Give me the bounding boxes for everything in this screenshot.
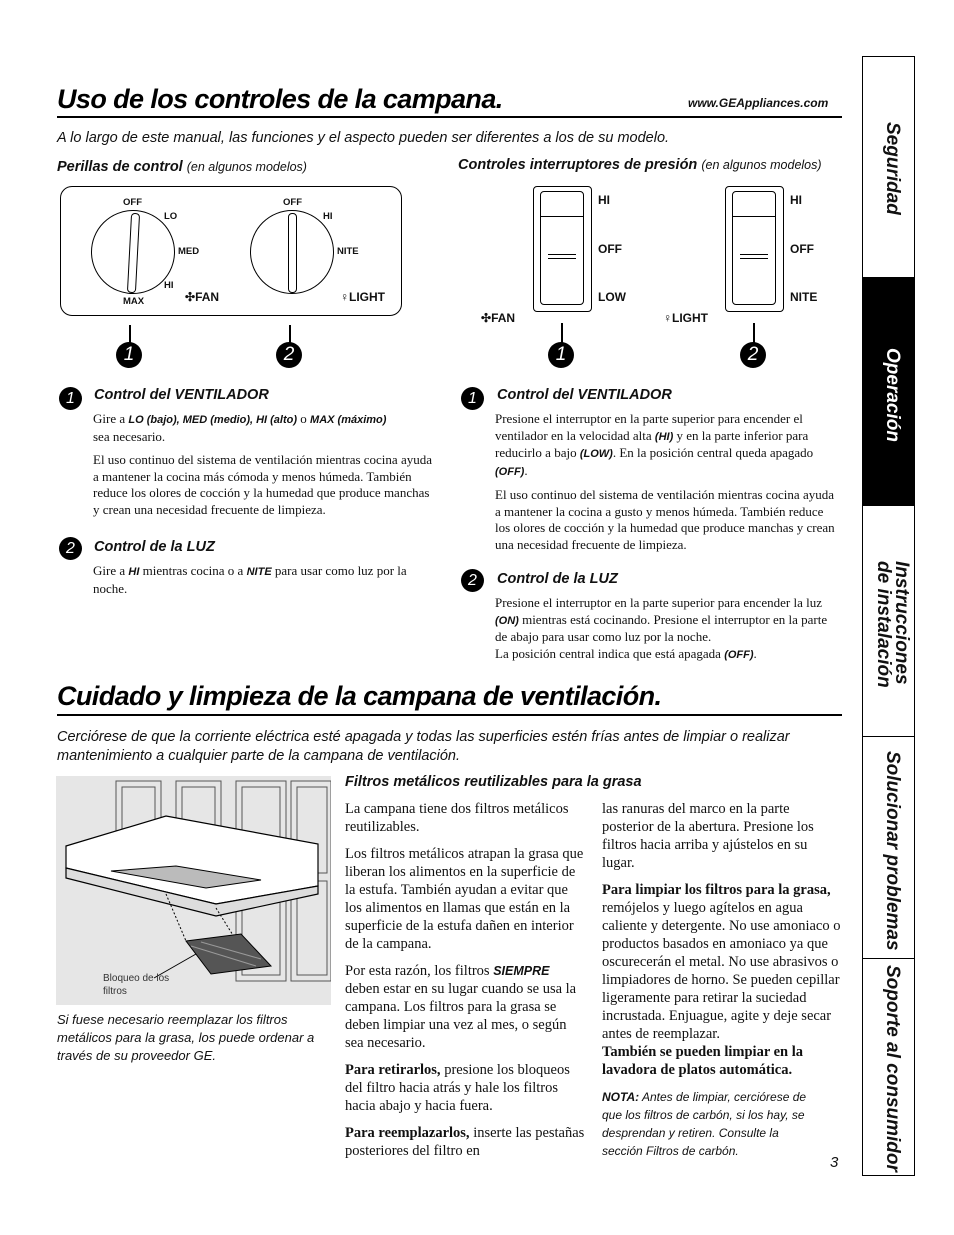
callout-line-fan-switch bbox=[561, 323, 563, 343]
fan-knob-hi-label: HI bbox=[164, 280, 174, 291]
tab-instrucciones-label: Instrucciones de instalación bbox=[873, 561, 912, 688]
fan-knob-med-label: MED bbox=[178, 246, 200, 257]
fan-switch-off-label: OFF bbox=[598, 242, 622, 256]
care-column-2: las ranuras del marco en la parte posterior de la abertura. Presione los filtros hacia arriba y ajústelos en su lugar. Para limpiar los filtros para la grasa, remójelos y luego agítelos en agua caliente y detergente. No use amoniaco o productos basados en amoniaco ya que oscurecerán el metal. No use abrasivos o limpiadores de horno. Se pueden cepillar ligeramente para retirar la suciedad incrustada. Enjuague, agite y deje secar antes de reemplazar. También se pueden limpiar en la lavadora de platos automática. NOTA: Antes de limpiar, cerciórese de que los filtros de carbón, si los hay, se desprendan y retiren. Consulte la sección Filtros de carbón. bbox=[602, 801, 841, 1158]
light-control-heading: Control de la LUZ bbox=[94, 539, 215, 555]
fan-rocker-switch[interactable] bbox=[533, 186, 592, 312]
callout-line-light-knob bbox=[289, 325, 291, 343]
filter-lock-label: Bloqueo de los filtros bbox=[103, 973, 170, 997]
lightbulb-icon: ♀ bbox=[340, 290, 349, 304]
callout-line-fan-knob bbox=[129, 325, 131, 343]
light-switch-instructions: Presione el interruptor en la parte superior para encender la luz (ON) mientras está cocinando. Presione el interruptor en la parte de abajo para usar como luz por la noche. La posición central indica que está apagada (OFF). bbox=[495, 595, 828, 661]
light-knob[interactable] bbox=[250, 210, 334, 294]
light-switch-nite-label: NITE bbox=[790, 290, 818, 304]
tab-seguridad-label: Seguridad bbox=[882, 122, 903, 215]
fan-knob-label: ✣FAN bbox=[185, 290, 220, 304]
care-column-1: La campana tiene dos filtros metálicos reutilizables. Los filtros metálicos atrapan la grasa que liberan los alimentos en la superficie de la estufa. También ayudan a evitar que los alimentos en llamas que están en la superficie de la estufa dañen en interior de la campana. Por esta razón, los filtros SIEMPRE deben estar en su lugar cuando se usa la campana. Los filtros para la grasa se deben limpiar una vez al mes, o según sea necesario. Para retirarlos, presione los bloqueos del filtro hacia atrás y hale los filtros hacia abajo y hacia fuera. Para reemplazarlos, inserte las pestañas posteriores del filtro en bbox=[345, 801, 585, 1159]
callout-number-2: 2 bbox=[276, 342, 302, 368]
light-knob-hi-label: HI bbox=[323, 211, 333, 222]
light-switch-off-label: OFF bbox=[790, 242, 814, 256]
light-switch-label: ♀LIGHT bbox=[663, 311, 708, 325]
knob-panel bbox=[60, 186, 402, 316]
light-knob-instructions: Gire a HI mientras cocina o a NITE para usar como luz por la noche. bbox=[93, 563, 407, 596]
callout-number-2: 2 bbox=[740, 342, 766, 368]
light-switch-hi-label: HI bbox=[790, 193, 802, 207]
tab-instrucciones[interactable] bbox=[862, 506, 915, 737]
switches-heading: Controles interruptores de presión (en algunos modelos) bbox=[458, 157, 822, 173]
care-title-rule bbox=[57, 714, 842, 716]
light-knob-nite-label: NITE bbox=[337, 246, 359, 257]
light-control-heading: Control de la LUZ bbox=[497, 571, 618, 587]
knobs-heading: Perillas de control (en algunos modelos) bbox=[57, 159, 307, 175]
fan-knob-max-label: MAX bbox=[123, 296, 145, 307]
callout-line-light-switch bbox=[753, 323, 755, 343]
light-knob-grip bbox=[288, 213, 297, 293]
website-link[interactable]: www.GEAppliances.com bbox=[688, 96, 829, 110]
fan-switch-low-label: LOW bbox=[598, 290, 626, 304]
hood-filter-illustration bbox=[56, 776, 331, 1005]
light-rocker-switch[interactable] bbox=[725, 186, 784, 312]
care-intro-text: Cerciórese de que la corriente eléctrica esté apagada y todas las superficies estén frías antes de limpiar o realizar mantenimiento a cualquier parte de la campana de ventilación. bbox=[57, 729, 790, 764]
fan-knob-instructions: Gire a LO (bajo), MED (medio), HI (alto) o MAX (máximo) sea necesario. El uso continuo del sistema de ventilación mientras cocina ayuda a mantener la cocina más cómoda y menos húmeda. También reduce los olores de cocción y la humedad que produce manchas y crean una necesidad frecuente de limpieza. bbox=[93, 411, 432, 517]
step-number-1: 1 bbox=[59, 387, 82, 410]
lightbulb-icon: ♀ bbox=[663, 311, 672, 325]
tab-operacion-label: Operación bbox=[882, 348, 903, 442]
light-knob-off-label: OFF bbox=[283, 197, 302, 208]
filters-heading: Filtros metálicos reutilizables para la grasa bbox=[345, 774, 642, 790]
step-number-1: 1 bbox=[461, 387, 484, 410]
tab-soporte-label: Soporte al consumidor bbox=[882, 965, 903, 1172]
step-number-2: 2 bbox=[461, 569, 484, 592]
light-knob-label: ♀LIGHT bbox=[340, 290, 385, 304]
step-number-2: 2 bbox=[59, 537, 82, 560]
note-text: NOTA: Antes de limpiar, cerciórese de que los filtros de carbón, si los hay, se desprendan y retiren. Consulte la sección Filtros de carbón. bbox=[602, 1090, 807, 1158]
title-rule bbox=[57, 116, 842, 118]
tab-seguridad[interactable] bbox=[862, 56, 915, 278]
light-switch-paddle bbox=[732, 191, 776, 305]
tab-solucionar-label: Solucionar problemas bbox=[882, 751, 903, 951]
figure-caption: Si fuese necesario reemplazar los filtros metálicos para la grasa, los puede ordenar a través de su proveedor GE. bbox=[57, 1012, 315, 1063]
fan-switch-hi-label: HI bbox=[598, 193, 610, 207]
fan-knob-lo-label: LO bbox=[164, 211, 178, 222]
fan-knob-off-label: OFF bbox=[123, 197, 142, 208]
intro-text: A lo largo de este manual, las funciones y el aspecto pueden ser diferentes a los de su modelo. bbox=[57, 130, 670, 146]
care-section-title: Cuidado y limpieza de la campana de ventilación. bbox=[57, 681, 662, 711]
fan-switch-instructions: Presione el interruptor en la parte superior para encender el ventilador en la velocidad alta (HI) y en la parte inferior para reducirlo a bajo (LOW). En la posición central queda apagado (OFF). El uso continuo del sistema de ventilación mientras cocina ayuda a mantener la cocina a gusto y menos húmeda. También reduce los olores de cocción y la humedad que produce manchas y crean una necesidad frecuente de limpieza. bbox=[495, 411, 835, 552]
range-hood-drawing bbox=[56, 776, 331, 1005]
page-number: 3 bbox=[830, 1154, 839, 1171]
page-title: Uso de los controles de la campana. bbox=[57, 84, 503, 114]
fan-icon: ✣ bbox=[185, 290, 196, 304]
fan-switch-paddle bbox=[540, 191, 584, 305]
fan-control-heading: Control del VENTILADOR bbox=[94, 387, 269, 403]
fan-control-heading: Control del VENTILADOR bbox=[497, 387, 672, 403]
tab-operacion[interactable] bbox=[862, 278, 915, 506]
fan-knob[interactable] bbox=[91, 210, 178, 294]
tab-soporte[interactable] bbox=[862, 959, 915, 1176]
callout-number-1: 1 bbox=[548, 342, 574, 368]
fan-switch-label: ✣FAN bbox=[481, 311, 516, 325]
fan-icon: ✣ bbox=[481, 311, 492, 325]
callout-number-1: 1 bbox=[116, 342, 142, 368]
fan-knob-grip bbox=[127, 213, 140, 293]
tab-solucionar[interactable] bbox=[862, 737, 915, 959]
